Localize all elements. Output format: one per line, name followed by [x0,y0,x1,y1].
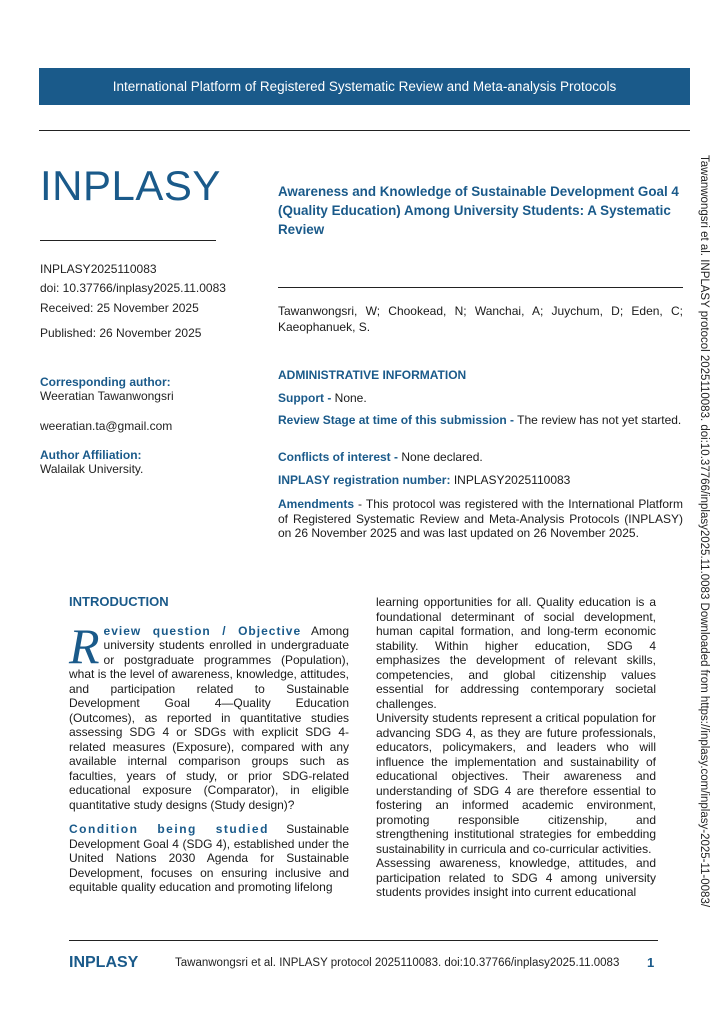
admin-review-stage [278,413,683,428]
footer-citation: Tawanwongsri et al. INPLASY protocol 2025110083. doi:10.37766/inplasy2025.11.0083 [175,957,620,969]
admin-heading [278,368,683,383]
support-label: Support - [278,391,332,405]
brand-rule [40,240,216,241]
registration-number-value: INPLASY2025110083 [450,473,571,487]
title-rule [278,287,683,288]
body-left-column [69,595,349,895]
right-paragraph-1: learning opportunities for all. Quality education is a foundational determinant of social development, human capital formation, and long-term economic stability. Within higher education, SDG 4 emphasizes the development of relevant skills, competencies, and global citizenship values essential for addressing contemporary societal challenges. [376,595,656,711]
drop-cap: R [69,617,100,674]
review-question-paragraph [69,617,349,813]
brand-logo: INPLASY [40,162,221,209]
header-banner: International Platform of Registered Systematic Review and Meta-analysis Protocols [39,68,690,105]
affiliation-label: Author Affiliation: [40,448,142,462]
support-value: None. [331,391,367,405]
right-paragraph-2: University students represent a critical population for advancing SDG 4, as they are future professionals, educators, policymakers, and leaders who will influence the implementation and sustainability of educational objectives. Their awareness and understanding of SDG 4 are therefore essential to fostering an informed academic environment, promoting responsible citizenship, and strengthening institutional strategies for embedding sustainability in curricula and co-curricular activities. [376,711,656,856]
admin-conflicts [278,450,683,465]
top-rule [39,130,690,131]
page-number: 1 [647,955,655,970]
condition-text: Sustainable Development Goal 4 (SDG 4), established under the United Nations 2030 Agenda for Sustainable Development, focuses on ensuring inclusive and equitable quality education and promoting lifelong [69,822,349,894]
corresponding-author-label: Corresponding author: [40,375,171,389]
review-question-text: Among university students enrolled in undergraduate or postgraduate programmes (Population), what is the level of awareness, knowledge, attitudes, and participation related to Sustainable Development Goal 4—Quality Education (Outcomes), as reported in quantitative studies assessing SDG 4 or SDGs with explicit SDG 4-related measures (Exposure), compared with any available internal comparison groups such as faculties, years of study, or prior SDG-related educational exposure (Comparator), in eligible quantitative study designs (Study design)? [69,623,349,812]
amendments-label: Amendments [278,497,355,511]
body-right-column [376,595,656,900]
received-date: Received: 25 November 2025 [40,301,199,315]
condition-label: Condition being studied [69,822,269,836]
right-paragraph-3: Assessing awareness, knowledge, attitudes, and participation related to SDG 4 among university students provides insight into current educational [376,856,656,899]
admin-heading-text: ADMINISTRATIVE INFORMATION [278,368,467,382]
admin-amendments [278,497,683,541]
corresponding-author-name: Weeratian Tawanwongsri [40,389,174,403]
footer-brand: INPLASY [69,954,139,971]
introduction-heading: INTRODUCTION [69,594,169,609]
admin-registration-number [278,473,683,488]
conflicts-value: None declared. [398,450,483,464]
affiliation: Walailak University. [40,462,144,476]
footer-rule [69,940,658,941]
amendments-value: - This protocol was registered with the International Platform of Registered Systematic Review and Meta-Analysis Protocols (INPLASY) on 26 November 2025 and was last updated on 26 November 2025. [278,497,683,540]
author-list: Tawanwongsri, W; Chookead, N; Wanchai, A; Juychum, D; Eden, C; Kaeophanuek, S. [278,304,683,334]
conflicts-label: Conflicts of interest - [278,450,399,464]
condition-paragraph [69,822,349,895]
side-citation [694,155,714,970]
author-email[interactable]: weeratian.ta@gmail.com [40,419,173,433]
review-question-label: eview question / Objective [103,623,302,638]
side-citation-text[interactable]: Tawanwongsri et al. INPLASY protocol 2025110083. doi:10.37766/inplasy2025.11.0083 Downloaded from https://inplasy.com/inplasy-2025-11-0083/ [698,155,710,908]
published-date: Published: 26 November 2025 [40,326,202,340]
registration-id: INPLASY2025110083 [40,262,157,276]
paper-title: Awareness and Knowledge of Sustainable Development Goal 4 (Quality Education) Among University Students: A Systematic Review [278,184,679,237]
registration-number-label: INPLASY registration number: [278,473,451,487]
doi[interactable]: doi: 10.37766/inplasy2025.11.0083 [40,281,226,295]
review-stage-value: The review has not yet started. [514,413,682,427]
review-stage-label: Review Stage at time of this submission - [278,413,515,427]
admin-support [278,391,683,406]
